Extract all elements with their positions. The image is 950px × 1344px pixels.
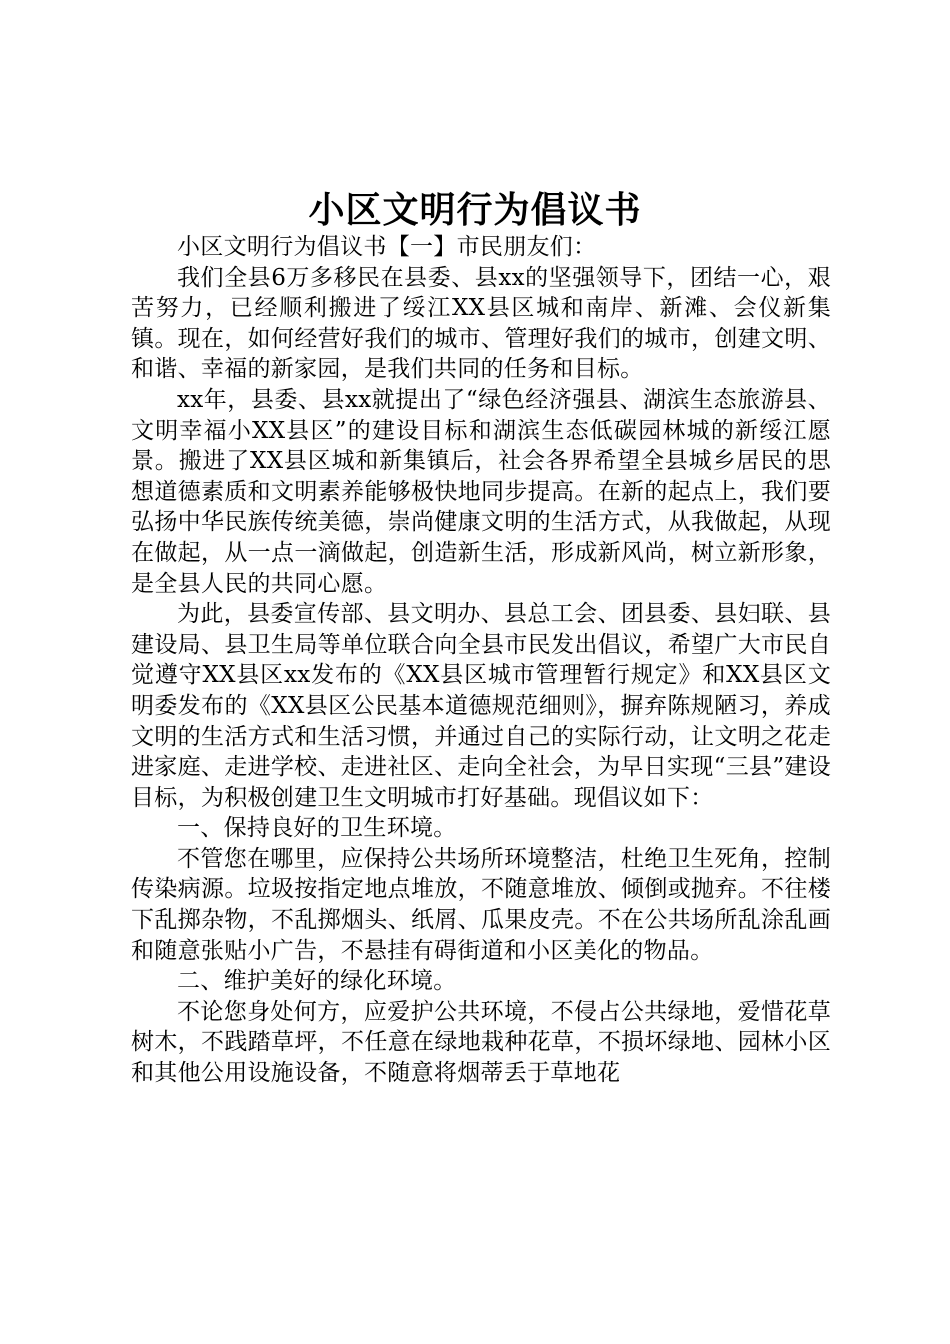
document-title: 小区文明行为倡议书 [308, 189, 642, 231]
document-body [131, 232, 831, 1089]
paragraph-greening: 不论您身处何方，应爱护公共环境，不侵占公共绿地，爱惜花草树木，不践踏草坪，不任意在绿地栽种花草，不损坏绿地、园林小区和其他公用设施设备，不随意将烟蒂丢于草地花 [131, 998, 831, 1087]
section-heading-greening: 二、维护美好的绿化环境。 [177, 968, 457, 995]
paragraph-background: 我们全县6万多移民在县委、县xx的坚强领导下，团结一心，艰苦努力，已经顺利搬进了绥江XX县区城和南岸、新滩、会仪新集镇。现在，如何经营好我们的城市、管理好我们的城市，创建文明、和谐、幸福的新家园，是我们共同的任务和目标。 [131, 264, 831, 383]
paragraph-goals: xx年，县委、县xx就提出了“绿色经济强县、湖滨生态旅游县、文明幸福小XX县区”的建设目标和湖滨生态低碳园林城的新绥江愿景。搬进了XX县区城和新集镇后，社会各界希望全县城乡居民的思想道德素质和文明素养能够极快地同步提高。在新的起点上，我们要弘扬中华民族传统美德，崇尚健康文明的生活方式，从我做起，从现在做起，从一点一滴做起，创造新生活，形成新风尚，树立新形象，是全县人民的共同心愿。 [131, 386, 831, 597]
paragraph-proposal: 为此，县委宣传部、县文明办、县总工会、团县委、县妇联、县建设局、县卫生局等单位联合向全县市民发出倡议，希望广大市民自觉遵守XX县区xx发布的《XX县区城市管理暂行规定》和XX县区文明委发布的《XX县区公民基本道德规范细则》，摒弃陈规陋习，养成文明的生活方式和生活习惯，并通过自己的实际行动，让文明之花走进家庭、走进学校、走进社区、走向全社会，为早日实现“三县”建设目标，为积极创建卫生文明城市打好基础。现倡议如下： [131, 601, 831, 811]
paragraph-intro: 小区文明行为倡议书【一】市民朋友们： [177, 234, 597, 260]
paragraph-hygiene: 不管您在哪里，应保持公共场所环境整洁，杜绝卫生死角，控制传染病源。垃圾按指定地点堆放，不随意堆放、倾倒或抛弃。不往楼下乱掷杂物，不乱掷烟头、纸屑、瓜果皮壳。不在公共场所乱涂乱画和随意张贴小广告，不悬挂有碍街道和小区美化的物品。 [131, 845, 831, 964]
section-heading-hygiene: 一、保持良好的卫生环境。 [177, 815, 457, 842]
